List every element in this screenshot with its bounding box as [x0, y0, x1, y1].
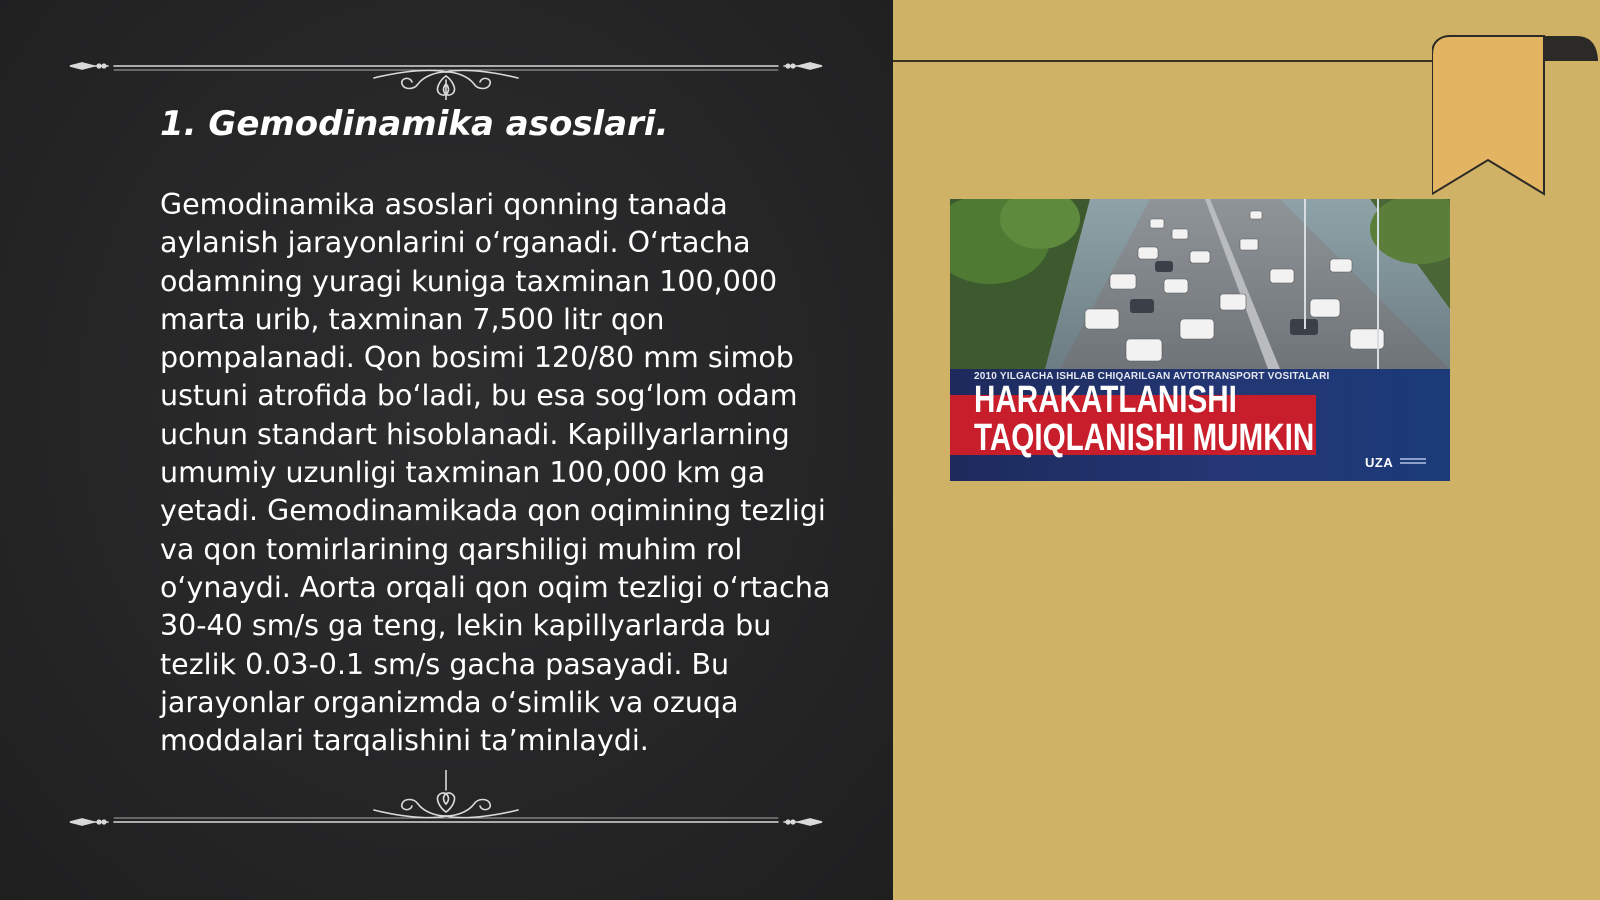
- news-banner: [950, 369, 1450, 481]
- uza-logo-mark: [1400, 458, 1426, 460]
- uza-logo: UZA: [1365, 455, 1394, 470]
- bottom-ornament-divider: [68, 770, 824, 830]
- slide-title: 1. Gemodinamika asoslari.: [160, 104, 669, 144]
- top-ornament-divider: [68, 40, 824, 100]
- news-image: [950, 199, 1450, 481]
- bookmark-ribbon-icon: [1432, 34, 1600, 202]
- banner-caption: 2010 YILGACHA ISHLAB CHIQARILGAN AVTOTRANSPORT VOSITALARI: [974, 371, 1330, 382]
- traffic-photo-icon: [950, 199, 1450, 369]
- banner-headline-line2: TAQIQLANISHI MUMKIN: [974, 417, 1315, 459]
- horizontal-rule: [893, 60, 1438, 62]
- slide-body-text: Gemodinamika asoslari qonning tanada aylanish jarayonlarini o‘rganadi. O‘rtacha odamning yuragi kuniga taxminan 100,000 marta urib, taxminan 7,500 litr qon pompalanadi. Qon bosimi 120/80 mm simob ustuni atrofida bo‘ladi, bu esa sog‘lom odam uchun standart hisoblanadi. Kapillyarlarning umumiy uzunligi taxminan 100,000 km ga yetadi. Gemodinamikada qon oqimining tezligi va qon tomirlarining qarshiligi muhim rol o‘ynaydi. Aorta orqali qon oqim tezligi o‘rtacha 30-40 sm/s ga teng, lekin kapillyarlarda bu tezlik 0.03-0.1 sm/s gacha pasayadi. Bu jarayonlar organizmda o‘simlik va ozuqa moddalari tarqalishini ta’minlaydi.: [160, 188, 831, 758]
- banner-headline-line1: HARAKATLANISHI: [974, 379, 1237, 421]
